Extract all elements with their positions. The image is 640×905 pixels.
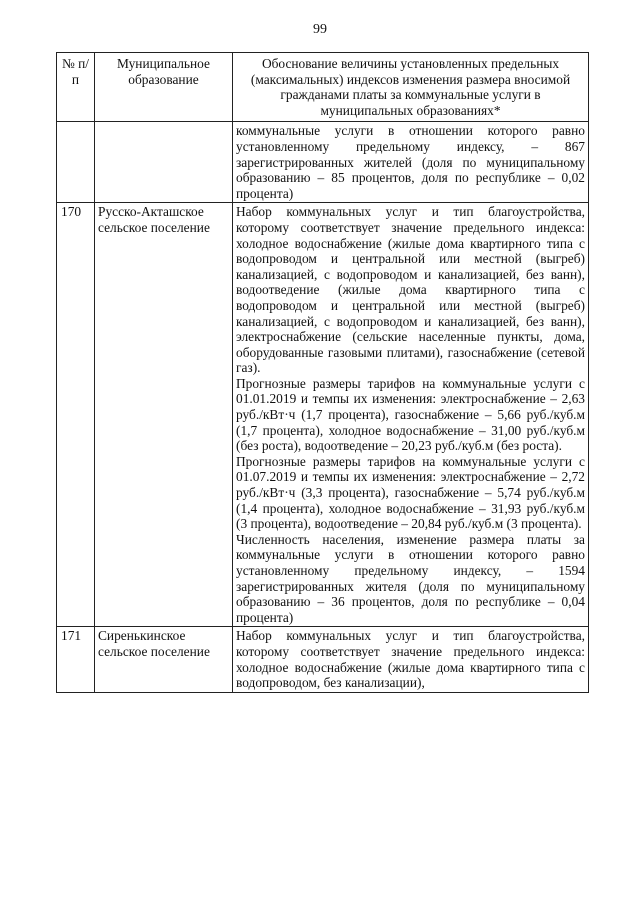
justification-paragraph: Набор коммунальных услуг и тип благоустройства, которому соответствует значение предельного индекса: холодное водоснабжение (жилые дома квартирного типа с водопроводом, без канализации), [236,628,585,691]
row-justification [233,203,589,627]
justification-paragraph: Прогнозные размеры тарифов на коммунальные услуги с 01.01.2019 и темпы их изменения: электроснабжение – 2,63 руб./кВт·ч (1,7 процента), газоснабжение – 5,66 руб./куб.м (1,7 процента), холодное водоснабжение – 31,00 руб./куб.м (без роста), водоотведение – 20,23 руб./куб.м (без роста). [236,375,585,454]
row-municipality: Русско-Акташское сельское поселение [95,203,233,627]
page-number: 99 [313,22,327,37]
tariff-index-table [56,52,589,693]
header-justification: Обоснование величины установленных предельных (максимальных) индексов изменения размера вносимой гражданами платы за коммунальные услуги в муниципальных образованиях* [233,53,589,122]
header-number: № п/п [57,53,95,122]
table-row [57,203,589,627]
row-justification [233,627,589,692]
justification-paragraph: Численность населения, изменение размера платы за коммунальные услуги в отношении которого равно установленному предельному индексу, – 1594 зарегистрированных жителя (доля по муниципальному образованию – 36 процентов, доля по республике – 0,04 процента) [236,531,585,625]
justification-paragraph: Прогнозные размеры тарифов на коммунальные услуги с 01.07.2019 и темпы их изменения: электроснабжение – 2,72 руб./кВт·ч (3,3 процента), газоснабжение – 5,74 руб./куб.м (1,4 процента), холодное водоснабжение – 31,93 руб./куб.м (3 процента), водоотведение – 20,84 руб./куб.м (3 процента). [236,453,585,532]
row-justification [233,122,589,203]
row-number: 170 [57,203,95,627]
table-header-row [57,53,589,122]
row-number: 171 [57,627,95,692]
justification-paragraph: коммунальные услуги в отношении которого равно установленному предельному индексу, – 867 зарегистрированных жителей (доля по муниципальному образованию – 85 процентов, доля по республике – 0,02 процента) [236,123,585,201]
row-number [57,122,95,203]
header-municipality: Муниципальное образование [95,53,233,122]
row-municipality [95,122,233,203]
row-municipality: Сиренькинское сельское поселение [95,627,233,692]
table-row [57,122,589,203]
justification-paragraph: Набор коммунальных услуг и тип благоустройства, которому соответствует значение предельного индекса: холодное водоснабжение (жилые дома квартирного типа с водопроводом и центральной или местной (выгреб) канализацией, с водопроводом и канализацией, без ванн), водоотведение (жилые дома квартирного типа с водопроводом и центральной или местной (выгреб) канализацией, с водопроводом и канализацией, без ванн), электроснабжение (сельские населенные пункты, дома, оборудованные газовыми плитами), газоснабжение (сетевой газ). [236,204,585,376]
table-row [57,627,589,692]
